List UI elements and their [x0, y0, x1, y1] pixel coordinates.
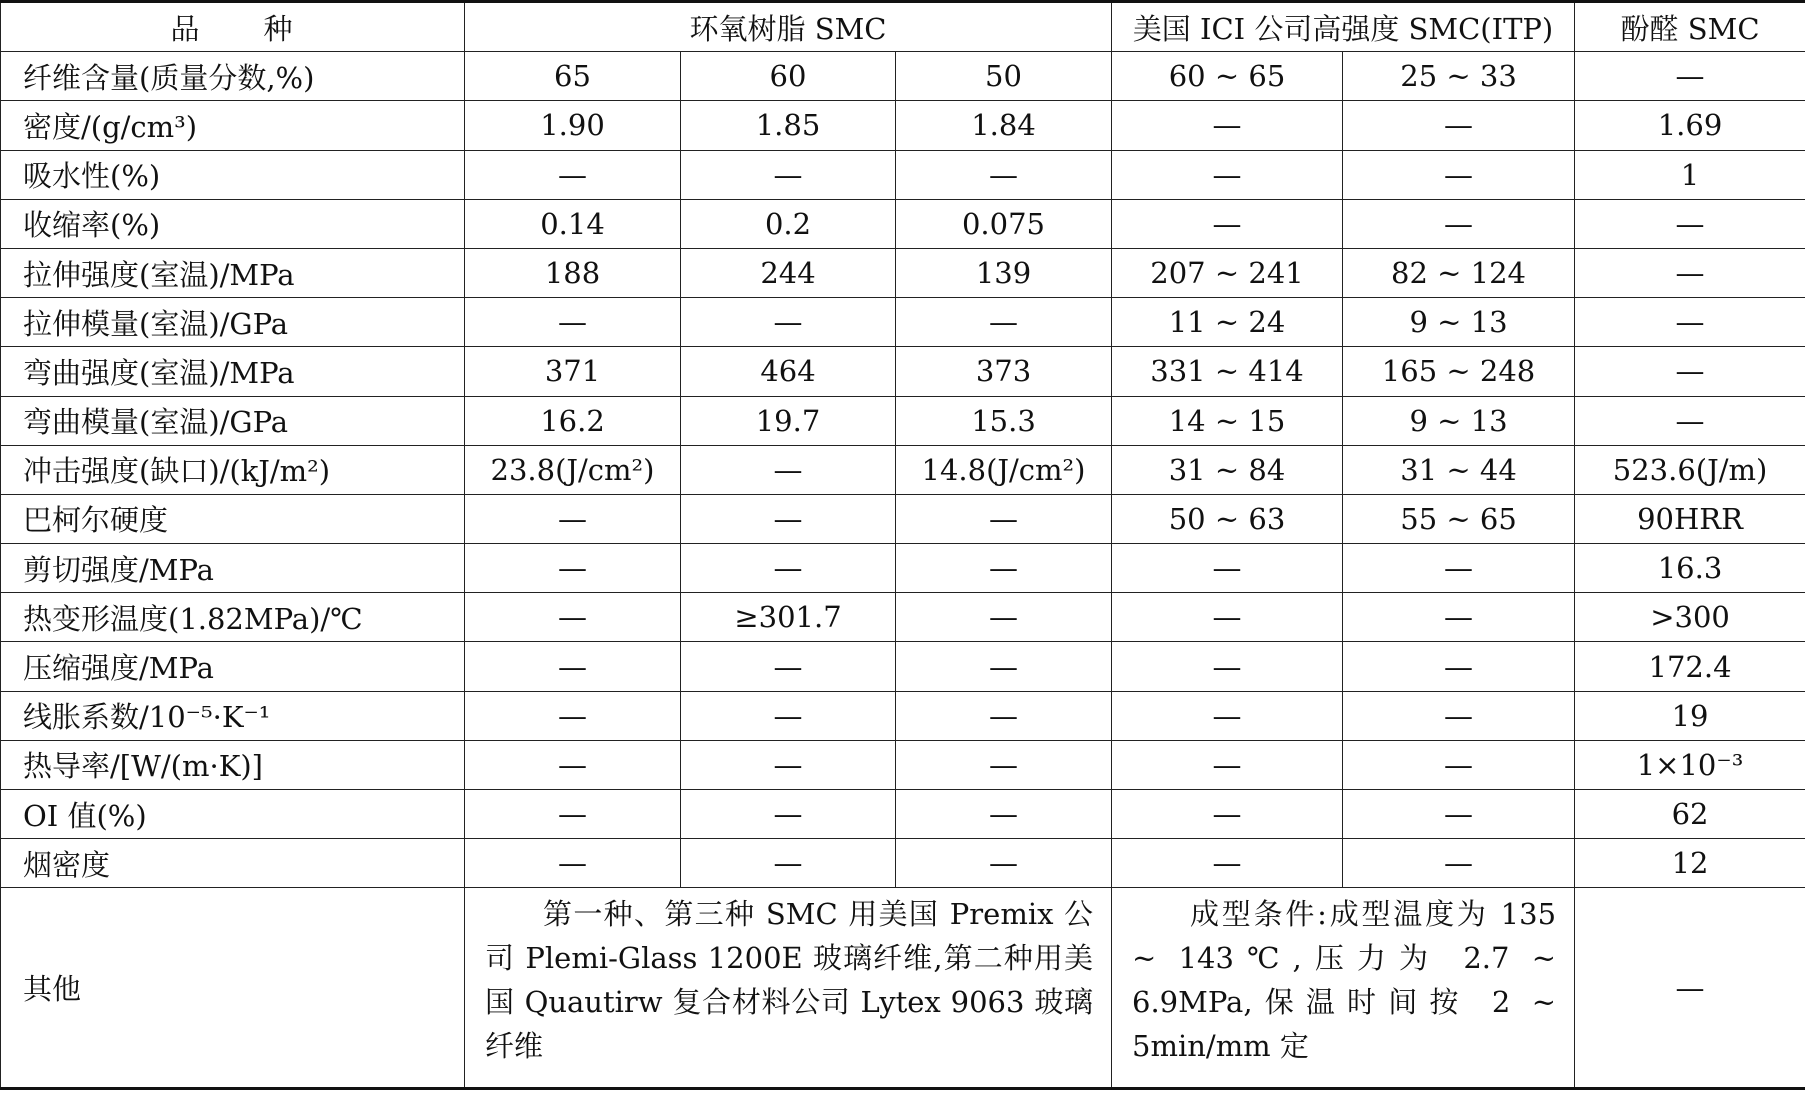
table-cell: 14.8(J/cm²) [896, 445, 1112, 494]
table-cell: 65 [465, 52, 681, 101]
table-cell: — [1575, 52, 1805, 101]
table-cell: 62 [1575, 790, 1805, 839]
table-row [1, 199, 1805, 248]
table-cell: — [1112, 691, 1343, 740]
notes-label: 其他 [1, 888, 465, 1089]
table-cell: 50 [896, 52, 1112, 101]
table-cell: 82 ~ 124 [1343, 248, 1575, 297]
table-cell: >300 [1575, 593, 1805, 642]
table-cell: — [681, 445, 896, 494]
table-cell: 9 ~ 13 [1343, 396, 1575, 445]
phenolic-note: — [1575, 888, 1805, 1089]
table-cell: — [681, 544, 896, 593]
table-cell: — [1112, 593, 1343, 642]
table-cell: 0.075 [896, 199, 1112, 248]
table-cell: — [1575, 199, 1805, 248]
table-cell: — [1343, 199, 1575, 248]
table-cell: — [896, 544, 1112, 593]
table-cell: 90HRR [1575, 494, 1805, 543]
table-cell: — [681, 642, 896, 691]
table-cell: — [1112, 642, 1343, 691]
table-cell: — [1112, 544, 1343, 593]
table-cell: 1.85 [681, 101, 896, 150]
table-row [1, 494, 1805, 543]
table-cell: — [1343, 642, 1575, 691]
table-cell: — [1112, 790, 1343, 839]
table-cell: 464 [681, 347, 896, 396]
table-row [1, 790, 1805, 839]
table-row [1, 445, 1805, 494]
row-label: 巴柯尔硬度 [1, 494, 465, 543]
table-row [1, 839, 1805, 888]
table-cell: 23.8(J/cm²) [465, 445, 681, 494]
row-label: 吸水性(%) [1, 150, 465, 199]
table-row [1, 691, 1805, 740]
table-cell: — [465, 740, 681, 789]
row-label: 剪切强度/MPa [1, 544, 465, 593]
table-cell: — [1343, 790, 1575, 839]
table-row [1, 740, 1805, 789]
row-label: 热变形温度(1.82MPa)/℃ [1, 593, 465, 642]
table-cell: 139 [896, 248, 1112, 297]
table-cell: 16.3 [1575, 544, 1805, 593]
table-cell: 1 [1575, 150, 1805, 199]
table-cell: 60 ~ 65 [1112, 52, 1343, 101]
row-label: 拉伸模量(室温)/GPa [1, 298, 465, 347]
table-cell: 207 ~ 241 [1112, 248, 1343, 297]
table-cell: — [465, 642, 681, 691]
table-row [1, 298, 1805, 347]
row-label: 收缩率(%) [1, 199, 465, 248]
table-cell: 373 [896, 347, 1112, 396]
table-cell: ≥301.7 [681, 593, 896, 642]
table-cell: 165 ~ 248 [1343, 347, 1575, 396]
table-cell: — [1112, 101, 1343, 150]
table-cell: — [1343, 593, 1575, 642]
row-label: 线胀系数/10⁻⁵·K⁻¹ [1, 691, 465, 740]
table-cell: — [896, 298, 1112, 347]
table-cell: — [681, 494, 896, 543]
table-cell: — [681, 839, 896, 888]
table-row [1, 544, 1805, 593]
table-cell: — [681, 691, 896, 740]
table-row [1, 248, 1805, 297]
header-property: 品 种 [1, 2, 465, 52]
table-cell: — [896, 691, 1112, 740]
ici-note: 成型条件:成型温度为 135 ~ 143℃,压力为 2.7 ~ 6.9MPa,保温时间按 2 ~ 5min/mm 定 [1112, 888, 1575, 1089]
row-label: 弯曲强度(室温)/MPa [1, 347, 465, 396]
table-cell: 9 ~ 13 [1343, 298, 1575, 347]
table-cell: — [465, 839, 681, 888]
row-label: OI 值(%) [1, 790, 465, 839]
table-cell: 244 [681, 248, 896, 297]
table-cell: 50 ~ 63 [1112, 494, 1343, 543]
notes-row [1, 888, 1805, 1089]
table-cell: — [1112, 839, 1343, 888]
table-cell: 371 [465, 347, 681, 396]
row-label: 烟密度 [1, 839, 465, 888]
table-cell: 25 ~ 33 [1343, 52, 1575, 101]
table-cell: — [1575, 248, 1805, 297]
row-label: 压缩强度/MPa [1, 642, 465, 691]
table-cell: — [896, 839, 1112, 888]
table-cell: — [465, 494, 681, 543]
table-cell: — [1112, 740, 1343, 789]
row-label: 密度/(g/cm³) [1, 101, 465, 150]
table-cell: — [1343, 544, 1575, 593]
table-cell: 16.2 [465, 396, 681, 445]
row-label: 冲击强度(缺口)/(kJ/m²) [1, 445, 465, 494]
table-row [1, 101, 1805, 150]
table-cell: 19.7 [681, 396, 896, 445]
table-row [1, 593, 1805, 642]
table-cell: — [465, 691, 681, 740]
table-row [1, 396, 1805, 445]
table-row [1, 52, 1805, 101]
table-header-row [1, 2, 1805, 52]
table-cell: — [1575, 347, 1805, 396]
table-cell: — [1343, 839, 1575, 888]
table-cell: — [465, 150, 681, 199]
table-cell: — [1575, 298, 1805, 347]
table-row [1, 347, 1805, 396]
row-label: 纤维含量(质量分数,%) [1, 52, 465, 101]
table-cell: — [896, 740, 1112, 789]
table-cell: — [1343, 101, 1575, 150]
table-cell: — [1343, 150, 1575, 199]
table-body [1, 2, 1805, 1089]
table-cell: 31 ~ 84 [1112, 445, 1343, 494]
table-cell: — [896, 494, 1112, 543]
table-cell: — [1575, 396, 1805, 445]
table-cell: 0.2 [681, 199, 896, 248]
table-cell: 331 ~ 414 [1112, 347, 1343, 396]
table-cell: — [681, 740, 896, 789]
table-cell: — [896, 790, 1112, 839]
table-cell: — [681, 298, 896, 347]
table-row [1, 642, 1805, 691]
table-cell: — [465, 544, 681, 593]
table-cell: 55 ~ 65 [1343, 494, 1575, 543]
table-cell: 1.69 [1575, 101, 1805, 150]
row-label: 拉伸强度(室温)/MPa [1, 248, 465, 297]
table-cell: — [896, 593, 1112, 642]
table-cell: — [1343, 691, 1575, 740]
table-cell: — [896, 150, 1112, 199]
table-cell: 11 ~ 24 [1112, 298, 1343, 347]
table-cell: — [896, 642, 1112, 691]
table-cell: 19 [1575, 691, 1805, 740]
table-cell: — [1112, 199, 1343, 248]
table-cell: 188 [465, 248, 681, 297]
table-cell: — [681, 150, 896, 199]
table-cell: — [465, 298, 681, 347]
row-label: 弯曲模量(室温)/GPa [1, 396, 465, 445]
row-label: 热导率/[W/(m·K)] [1, 740, 465, 789]
table-cell: 1.90 [465, 101, 681, 150]
header-epoxy-smc: 环氧树脂 SMC [465, 2, 1112, 52]
table-cell: 15.3 [896, 396, 1112, 445]
table-cell: 172.4 [1575, 642, 1805, 691]
table-cell: 0.14 [465, 199, 681, 248]
table-cell: — [465, 790, 681, 839]
table-cell: 1.84 [896, 101, 1112, 150]
header-ici-smc: 美国 ICI 公司高强度 SMC(ITP) [1112, 2, 1575, 52]
table-cell: — [681, 790, 896, 839]
table-cell: 12 [1575, 839, 1805, 888]
table-cell: — [1112, 150, 1343, 199]
epoxy-note: 第一种、第三种 SMC 用美国 Premix 公司 Plemi-Glass 1200E 玻璃纤维,第二种用美国 Quautirw 复合材料公司 Lytex 9063 玻璃纤维 [465, 888, 1112, 1089]
header-phenolic-smc: 酚醛 SMC [1575, 2, 1805, 52]
table-cell: 1×10⁻³ [1575, 740, 1805, 789]
table-cell: 14 ~ 15 [1112, 396, 1343, 445]
table-cell: — [1343, 740, 1575, 789]
table-cell: 523.6(J/m) [1575, 445, 1805, 494]
table-cell: — [465, 593, 681, 642]
table-row [1, 150, 1805, 199]
table-cell: 60 [681, 52, 896, 101]
table-cell: 31 ~ 44 [1343, 445, 1575, 494]
